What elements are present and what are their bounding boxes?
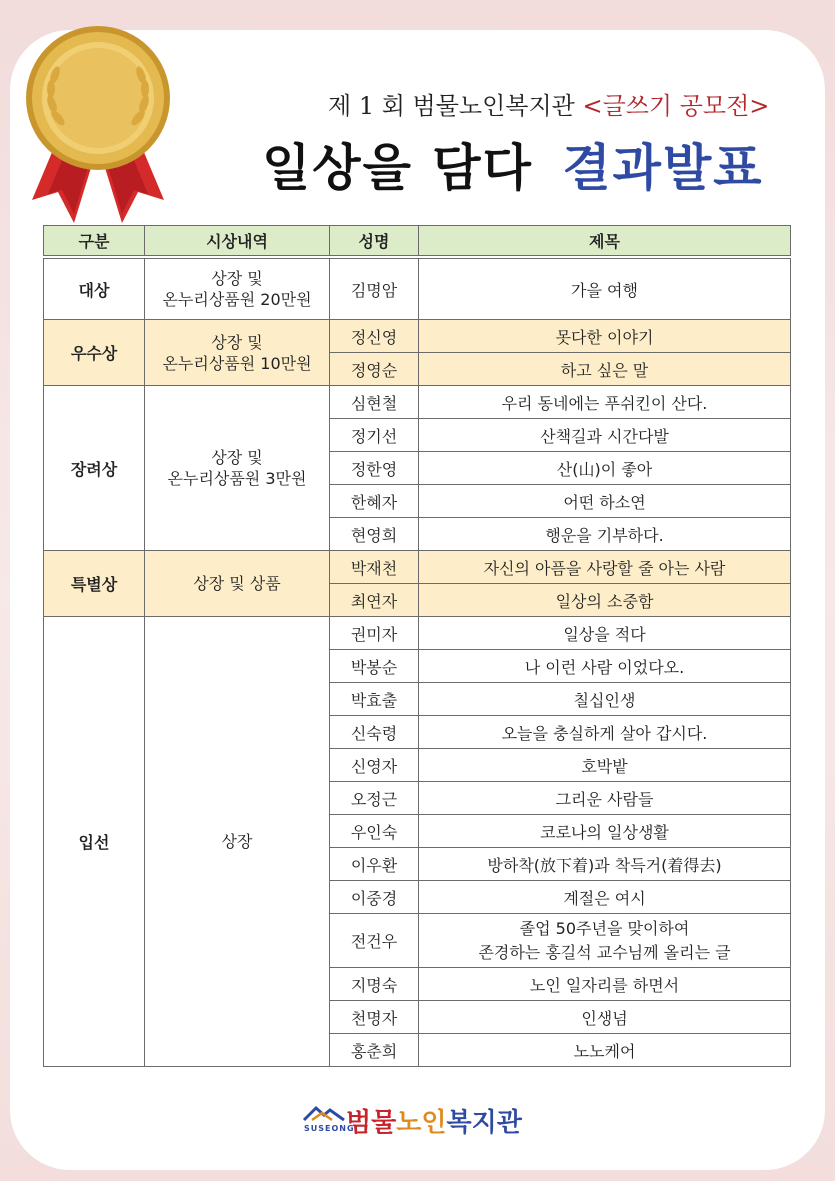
column-header: 시상내역 [145, 226, 330, 256]
prize-cell [145, 320, 330, 386]
category-cell: 장려상 [44, 386, 145, 551]
logo-part: 복지관 [446, 1108, 522, 1138]
title-cell: 나 이런 사람 이었다오. [419, 650, 791, 683]
table-row [44, 320, 791, 353]
gold-medal-icon [18, 18, 178, 228]
title-cell: 코로나의 일상생활 [419, 815, 791, 848]
title-line: 졸업 50주년을 맞이하여 [519, 918, 690, 938]
category-cell: 특별상 [44, 551, 145, 617]
logo-english-text: SUSEONG [304, 1124, 355, 1133]
name-cell: 천명자 [330, 1001, 419, 1034]
table-row [44, 386, 791, 419]
name-cell: 한혜자 [330, 485, 419, 518]
results-table [43, 225, 791, 1067]
prize-cell: 상장 및 상품 [145, 551, 330, 617]
title-cell: 계절은 여시 [419, 881, 791, 914]
name-cell: 정한영 [330, 452, 419, 485]
title-cell: 가을 여행 [419, 259, 791, 320]
logo-korean-text [346, 1102, 522, 1139]
category-cell: 입선 [44, 617, 145, 1067]
name-cell: 이우환 [330, 848, 419, 881]
title-cell: 오늘을 충실하게 살아 갑시다. [419, 716, 791, 749]
title-main: 일상을 담다 [262, 139, 533, 197]
table-header-row [44, 226, 791, 256]
table-row [44, 617, 791, 650]
column-header: 제목 [419, 226, 791, 256]
title-line: 존경하는 홍길석 교수님께 올리는 글 [478, 942, 731, 962]
title-cell: 노인 일자리를 하면서 [419, 968, 791, 1001]
title-cell: 일상을 적다 [419, 617, 791, 650]
name-cell: 박재천 [330, 551, 419, 584]
name-cell: 신숙령 [330, 716, 419, 749]
category-cell: 대상 [44, 259, 145, 320]
contest-subtitle [328, 86, 808, 121]
title-cell: 일상의 소중함 [419, 584, 791, 617]
prize-line: 상장 및 [211, 269, 263, 288]
title-cell [419, 914, 791, 968]
title-accent: 결과발표 [562, 139, 764, 197]
title-cell: 산책길과 시간다발 [419, 419, 791, 452]
subtitle-prefix: 제 1 회 범물노인복지관 [328, 92, 575, 120]
title-cell: 칠십인생 [419, 683, 791, 716]
prize-line: 상장 및 [211, 448, 263, 467]
title-cell: 산(山)이 좋아 [419, 452, 791, 485]
prize-cell: 상장 [145, 617, 330, 1067]
page-title [262, 128, 822, 200]
name-cell: 전건우 [330, 914, 419, 968]
name-cell: 오정근 [330, 782, 419, 815]
name-cell: 박효출 [330, 683, 419, 716]
table-row [44, 551, 791, 584]
title-cell: 인생넘 [419, 1001, 791, 1034]
name-cell: 우인숙 [330, 815, 419, 848]
prize-cell [145, 386, 330, 551]
name-cell: 박봉순 [330, 650, 419, 683]
title-cell: 방하착(放下着)과 착득거(着得去) [419, 848, 791, 881]
title-cell: 우리 동네에는 푸쉬킨이 산다. [419, 386, 791, 419]
prize-line: 온누리상품원 3만원 [167, 469, 307, 488]
name-cell: 홍춘희 [330, 1034, 419, 1067]
name-cell: 지명숙 [330, 968, 419, 1001]
column-header: 성명 [330, 226, 419, 256]
name-cell: 정기선 [330, 419, 419, 452]
column-header: 구분 [44, 226, 145, 256]
name-cell: 신영자 [330, 749, 419, 782]
name-cell: 권미자 [330, 617, 419, 650]
name-cell: 김명암 [330, 259, 419, 320]
name-cell: 정영순 [330, 353, 419, 386]
prize-line: 상장 및 [211, 332, 263, 352]
title-cell: 하고 싶은 말 [419, 353, 791, 386]
prize-line: 온누리상품원 10만원 [162, 353, 312, 373]
name-cell: 이중경 [330, 881, 419, 914]
logo-part: 범물 [346, 1108, 397, 1138]
organization-logo [302, 1102, 542, 1146]
title-cell: 노노케어 [419, 1034, 791, 1067]
title-cell: 그리운 사람들 [419, 782, 791, 815]
subtitle-contest: <글쓰기 공모전> [582, 92, 770, 120]
name-cell: 심현철 [330, 386, 419, 419]
category-cell: 우수상 [44, 320, 145, 386]
mountain-logo-icon [302, 1104, 346, 1124]
table-row [44, 259, 791, 320]
title-cell: 어떤 하소연 [419, 485, 791, 518]
prize-line: 온누리상품원 20만원 [162, 290, 312, 309]
title-cell: 못다한 이야기 [419, 320, 791, 353]
title-cell: 자신의 아픔을 사랑할 줄 아는 사람 [419, 551, 791, 584]
logo-part: 노인 [396, 1108, 447, 1138]
title-cell: 행운을 기부하다. [419, 518, 791, 551]
name-cell: 정신영 [330, 320, 419, 353]
name-cell: 현영희 [330, 518, 419, 551]
prize-cell [145, 259, 330, 320]
name-cell: 최연자 [330, 584, 419, 617]
title-cell: 호박밭 [419, 749, 791, 782]
